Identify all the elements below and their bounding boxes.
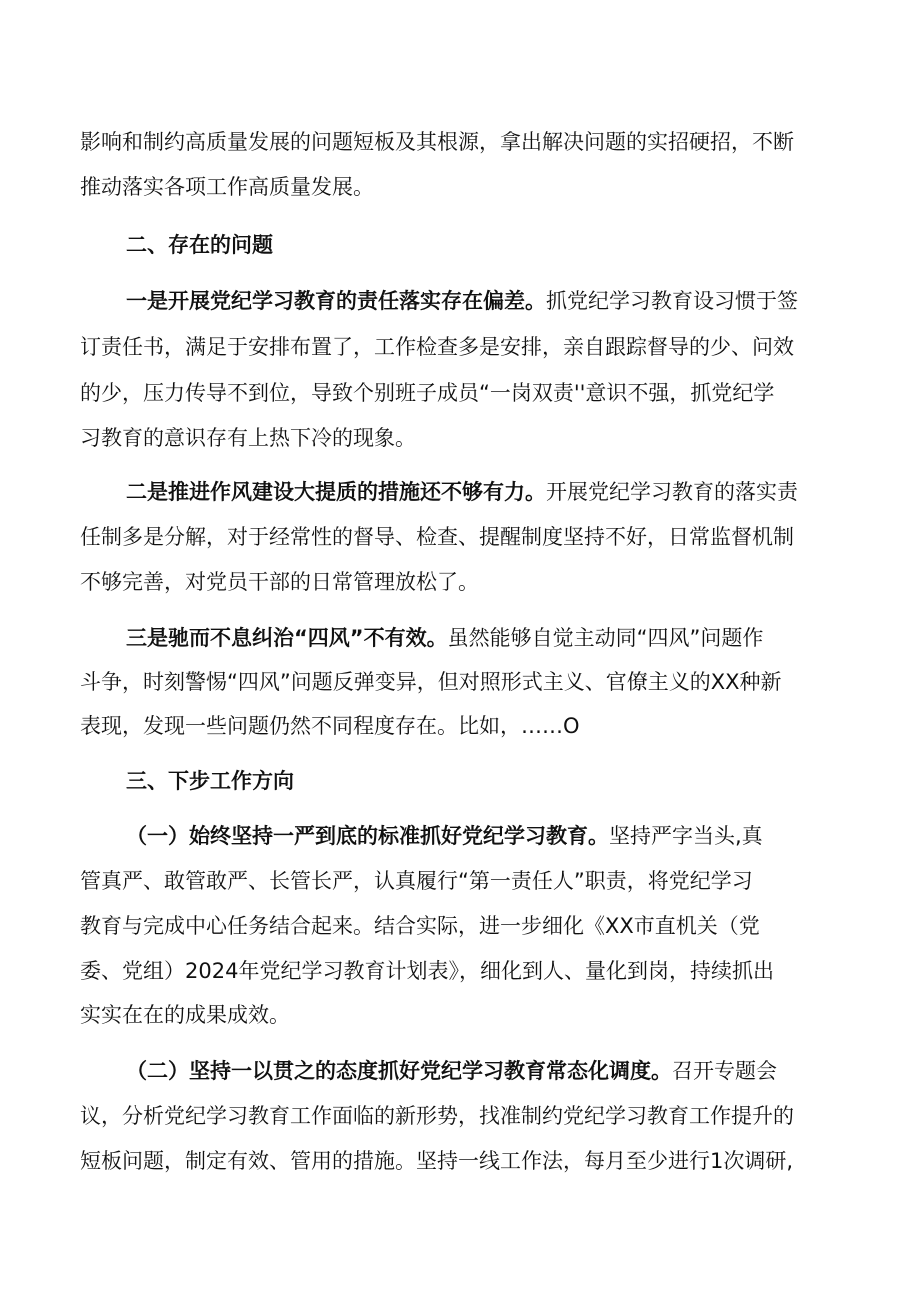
section-3-heading xyxy=(126,766,526,796)
intro-line-1 xyxy=(80,127,860,157)
s2-p3-line-1 xyxy=(126,623,866,653)
s3-p1-text-4: 委、党组）2024年党纪学习教育计划表》，细化到人、量化到岗，持续抓出 xyxy=(80,959,774,983)
s3-p1-line-3 xyxy=(80,911,860,941)
s3-p1-text-1: 坚持严字当头,真 xyxy=(609,824,763,848)
s2-p1-text-1: 抓党纪学习教育设习惯于签 xyxy=(546,289,798,313)
s2-p2-text-1: 开展党纪学习教育的落实责 xyxy=(546,480,798,504)
s2-p3-line-2 xyxy=(80,667,860,697)
s2-p2-lead: 二是推进作风建设大提质的措施还不够有力。 xyxy=(126,480,546,504)
section-3-heading-text: 三、下步工作方向 xyxy=(126,769,294,793)
section-2-heading xyxy=(126,230,526,260)
s2-p3-text-1: 虽然能够自觉主动同“四风”问题作 xyxy=(447,626,764,650)
s3-p2-line-2 xyxy=(80,1101,860,1131)
s2-p1-line-4 xyxy=(80,423,860,453)
s2-p1-line-1 xyxy=(126,286,866,316)
s3-p1-line-1 xyxy=(126,821,866,851)
s2-p1-line-3 xyxy=(80,378,860,408)
s3-p2-lead: （二）坚持一以贯之的态度抓好党纪学习教育常态化调度。 xyxy=(126,1059,672,1083)
s3-p2-line-1 xyxy=(126,1056,866,1086)
s2-p3-text-3: 表现，发现一些问题仍然不同程度存在。比如，……O xyxy=(80,714,580,738)
s3-p1-line-4 xyxy=(80,956,860,986)
s2-p1-text-3: 的少，压力传导不到位，导致个别班子成员“一岗双责''意识不强，抓党纪学 xyxy=(80,381,775,405)
s3-p1-text-2: 管真严、敢管敢严、长管长严，认真履行“第一责任人”职责，将党纪学习 xyxy=(80,869,753,893)
s2-p1-line-2 xyxy=(80,332,860,362)
s3-p1-lead: （一）始终坚持一严到底的标准抓好党纪学习教育。 xyxy=(126,824,609,848)
s2-p2-line-2 xyxy=(80,522,860,552)
s2-p3-lead: 三是驰而不息纠治“四风”不有效。 xyxy=(126,626,448,650)
s3-p1-line-5 xyxy=(80,1000,860,1030)
s2-p2-text-2: 任制多是分解，对于经常性的督导、检查、提醒制度坚持不好，日常监督机制 xyxy=(80,525,794,549)
s3-p1-line-2 xyxy=(80,866,860,896)
s2-p3-text-2: 斗争，时刻警惕“四风”问题反弹变异，但对照形式主义、官僚主义的XX种新 xyxy=(80,670,782,694)
s2-p3-line-3 xyxy=(80,711,860,741)
s3-p2-text-1: 召开专题会 xyxy=(672,1059,777,1083)
s2-p1-text-4: 习教育的意识存有上热下冷的现象。 xyxy=(80,426,416,450)
intro-text-2: 推动落实各项工作高质量发展。 xyxy=(80,175,374,199)
intro-line-2 xyxy=(80,172,860,202)
s3-p1-text-3: 教育与完成中心任务结合起来。结合实际，进一步细化《XX市直机关（党 xyxy=(80,914,760,938)
s3-p2-text-2: 议，分析党纪学习教育工作面临的新形势，找准制约党纪学习教育工作提升的 xyxy=(80,1104,794,1128)
s2-p2-line-1 xyxy=(126,477,866,507)
s2-p2-text-3: 不够完善，对党员干部的日常管理放松了。 xyxy=(80,570,479,594)
s2-p1-lead: 一是开展党纪学习教育的责任落实存在偏差。 xyxy=(126,289,546,313)
s3-p2-line-3 xyxy=(80,1146,860,1176)
s2-p2-line-3 xyxy=(80,567,860,597)
intro-text-1: 影响和制约高质量发展的问题短板及其根源，拿出解决问题的实招硬招，不断 xyxy=(80,130,794,154)
s3-p1-text-5: 实实在在的成果成效。 xyxy=(80,1003,290,1027)
s3-p2-text-3: 短板问题，制定有效、管用的措施。坚持一线工作法，每月至少进行1次调研, xyxy=(80,1149,794,1173)
s2-p1-text-2: 订责任书，满足于安排布置了，工作检查多是安排，亲自跟踪督导的少、问效 xyxy=(80,335,794,359)
section-2-heading-text: 二、存在的问题 xyxy=(126,233,273,257)
